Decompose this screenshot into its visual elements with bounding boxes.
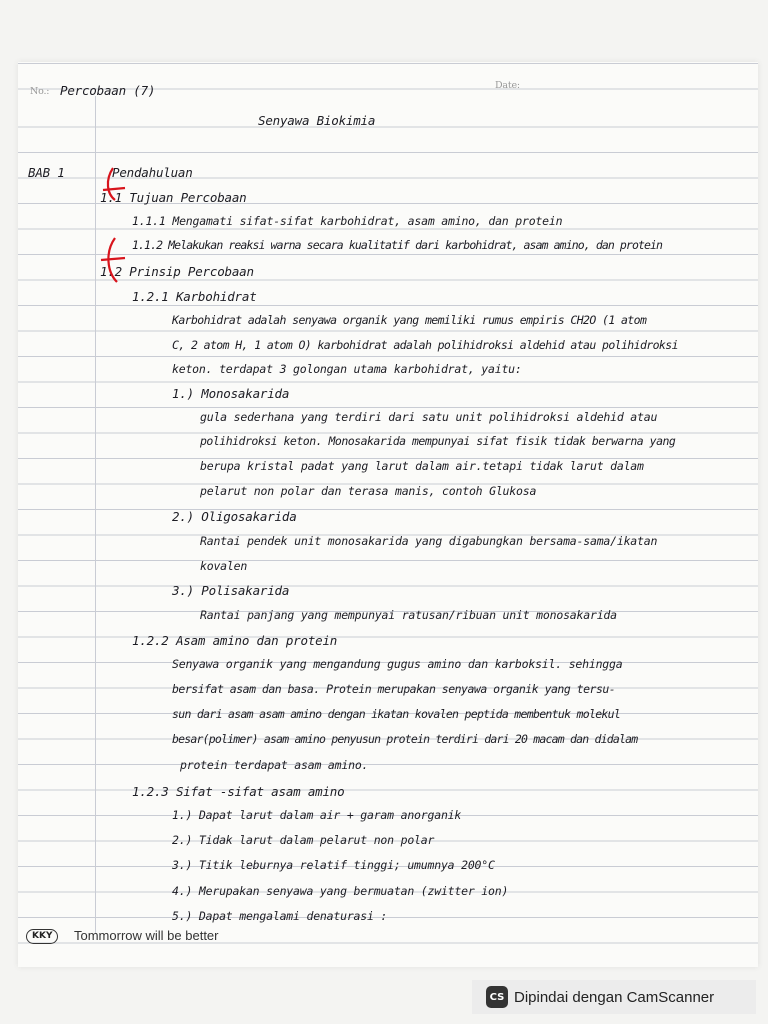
camscanner-logo-icon: CS: [486, 986, 508, 1008]
line-15: 2.) Oligosakarida: [172, 509, 297, 524]
line-21: Senyawa organik yang mengandung gugus amino dan karboksil. sehingga: [172, 657, 623, 671]
line-2: 1.1 Tujuan Percobaan: [100, 190, 247, 205]
line-29: 3.) Titik leburnya relatif tinggi; umumnya 200°C: [172, 858, 495, 872]
line-5: 1.2 Prinsip Percobaan: [100, 264, 254, 279]
line-23: sun dari asam asam amino dengan ikatan kovalen peptida membentuk molekul: [172, 707, 621, 721]
line-11: gula sederhana yang terdiri dari satu unit polihidroksi aldehid atau: [200, 410, 658, 424]
line-18: 3.) Polisakarida: [172, 583, 290, 598]
line-3: 1.1.1 Mengamati sifat-sifat karbohidrat, asam amino, dan protein: [132, 214, 563, 228]
line-24: besar(polimer) asam amino penyusun protein terdiri dari 20 macam dan didalam: [172, 732, 638, 746]
line-6: 1.2.1 Karbohidrat: [132, 289, 257, 304]
line-1: Pendahuluan: [112, 165, 193, 180]
line-17: kovalen: [200, 559, 248, 573]
line-28: 2.) Tidak larut dalam pelarut non polar: [172, 833, 435, 847]
brand-badge: KKY: [26, 929, 58, 944]
line-12: polihidroksi keton. Monosakarida mempunyai sifat fisik tidak berwarna yang: [200, 434, 676, 448]
line-19: Rantai panjang yang mempunyai ratusan/ribuan unit monosakarida: [200, 608, 617, 622]
line-14: pelarut non polar dan terasa manis, contoh Glukosa: [200, 484, 537, 498]
line-26: 1.2.3 Sifat -sifat asam amino: [132, 784, 345, 799]
date-label: Date:: [495, 80, 520, 91]
red-correction-marks: [95, 160, 135, 300]
line-31: 5.) Dapat mengalami denaturasi :: [172, 909, 388, 923]
chapter-label: BAB 1: [28, 165, 65, 180]
line-30: 4.) Merupakan senyawa yang bermuatan (zwitter ion): [172, 884, 509, 898]
scanner-watermark: [472, 980, 756, 1014]
line-16: Rantai pendek unit monosakarida yang digabungkan bersama-sama/ikatan: [200, 534, 658, 548]
scanner-text: Dipindai dengan CamScanner: [514, 988, 715, 1006]
page-title: Senyawa Biokimia: [258, 113, 376, 128]
line-9: keton. terdapat 3 golongan utama karbohidrat, yaitu:: [172, 362, 522, 376]
line-13: berupa kristal padat yang larut dalam air.tetapi tidak larut dalam: [200, 459, 644, 473]
number-label: No.:: [30, 86, 50, 97]
footer-slogan: Tommorrow will be better: [74, 928, 219, 943]
line-27: 1.) Dapat larut dalam air + garam anorganik: [172, 808, 462, 822]
line-20: 1.2.2 Asam amino dan protein: [132, 633, 338, 648]
line-25: protein terdapat asam amino.: [180, 758, 369, 772]
line-22: bersifat asam dan basa. Protein merupakan senyawa organik yang tersu-: [172, 682, 616, 696]
line-4: 1.1.2 Melakukan reaksi warna secara kualitatif dari karbohidrat, asam amino, dan protein: [132, 238, 663, 252]
line-8: C, 2 atom H, 1 atom O) karbohidrat adalah polihidroksi aldehid atau polihidroksi: [172, 338, 678, 352]
line-10: 1.) Monosakarida: [172, 386, 290, 401]
experiment-number: Percobaan (7): [60, 83, 156, 98]
line-7: Karbohidrat adalah senyawa organik yang memiliki rumus empiris CH2O (1 atom: [172, 313, 647, 327]
